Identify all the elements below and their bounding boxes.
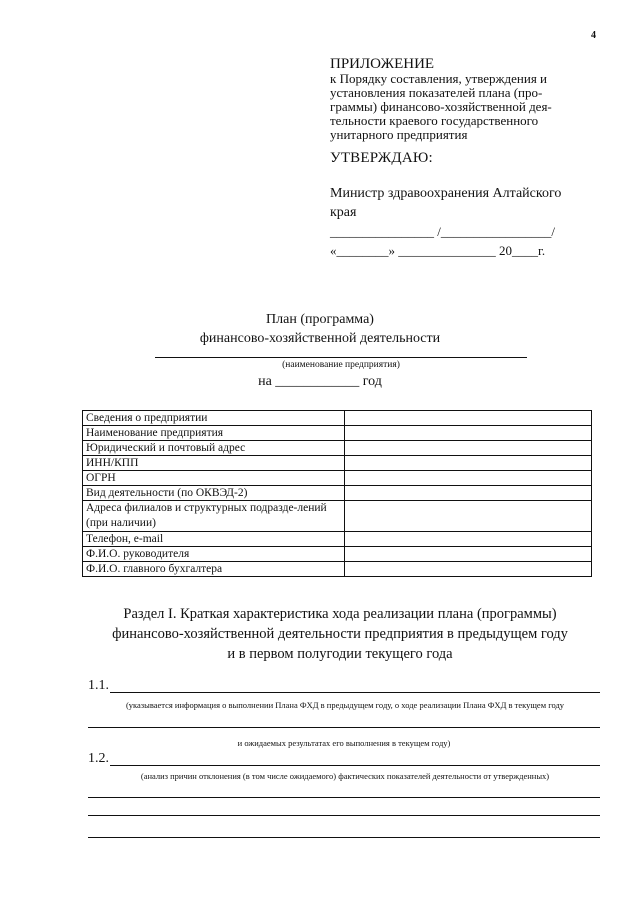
section-heading-line1: Раздел I. Краткая характеристика хода реализации плана (программы) xyxy=(123,606,557,622)
appendix-line: унитарного предприятия xyxy=(330,127,468,142)
row-label: Вид деятельности (по ОКВЭД-2) xyxy=(83,486,345,501)
table-row xyxy=(83,486,592,501)
value-cell xyxy=(345,501,592,532)
table-row xyxy=(83,456,592,471)
value-cell xyxy=(345,562,592,577)
page-number: 4 xyxy=(591,30,596,41)
enterprise-info-table xyxy=(82,410,592,577)
row-label: Ф.И.О. руководителя xyxy=(83,547,345,562)
fill-line xyxy=(88,797,600,798)
row-label: Телефон, e-mail xyxy=(83,532,345,547)
row-label: ОГРН xyxy=(83,471,345,486)
date-line: «________» _______________ 20____г. xyxy=(330,243,546,258)
appendix-line: установления показателей плана (про- xyxy=(330,85,543,100)
appendix-line: к Порядку составления, утверждения и xyxy=(330,71,548,86)
row-label: Ф.И.О. главного бухгалтера xyxy=(83,562,345,577)
approval-heading: УТВЕРЖДАЮ: xyxy=(330,150,433,166)
section-heading-line2: финансово-хозяйственной деятельности предприятия в предыдущем году xyxy=(112,626,568,642)
row-label: ИНН/КПП xyxy=(83,456,345,471)
section-heading-line3: и в первом полугодии текущего года xyxy=(227,646,453,662)
signature-line: ________________ /_________________/ xyxy=(330,224,555,239)
plan-title-line2: финансово-хозяйственной деятельности xyxy=(199,331,441,346)
value-cell xyxy=(345,441,592,456)
minister-title: Министр здравоохранения Алтайского xyxy=(330,186,562,201)
row-label: Адреса филиалов и структурных подразде-лений (при наличии) xyxy=(83,501,345,532)
section-heading xyxy=(40,604,640,664)
table-cell xyxy=(345,411,592,426)
item-1-1-caption-cont: и ожидаемых результатах его выполнения в текущем году) xyxy=(237,738,451,748)
row-label: Юридический и почтовый адрес xyxy=(83,441,345,456)
item-1-1-label: 1.1. xyxy=(88,678,109,693)
value-cell xyxy=(345,532,592,547)
value-cell xyxy=(345,547,592,562)
item-1-1-caption: (указывается информация о выполнении Плана ФХД в предыдущем году, о ходе реализации Плана ФХД в текущем году xyxy=(125,700,565,710)
table-row xyxy=(83,547,592,562)
fill-line xyxy=(88,815,600,816)
item-1-2-label: 1.2. xyxy=(88,751,109,766)
appendix-line: тельности краевого государственного xyxy=(330,113,539,128)
value-cell xyxy=(345,471,592,486)
value-cell xyxy=(345,426,592,441)
table-row xyxy=(83,441,592,456)
table-row xyxy=(83,426,592,441)
fill-line xyxy=(88,727,600,728)
appendix-line: граммы) финансово-хозяйственной дея- xyxy=(330,99,552,114)
year-line: на ____________ год xyxy=(258,374,382,389)
table-row xyxy=(83,532,592,547)
table-row xyxy=(83,411,592,426)
table-row xyxy=(83,471,592,486)
plan-title-line1: План (программа) xyxy=(266,312,374,327)
minister-title-cont: края xyxy=(330,205,357,220)
fill-line xyxy=(88,837,600,838)
appendix-block xyxy=(330,56,610,142)
appendix-heading: ПРИЛОЖЕНИЕ xyxy=(330,56,435,72)
value-cell xyxy=(345,486,592,501)
value-cell xyxy=(345,456,592,471)
table-row xyxy=(83,501,592,532)
enterprise-caption: (наименование предприятия) xyxy=(282,360,400,370)
minister-block xyxy=(330,184,600,260)
fill-line xyxy=(110,765,600,766)
enterprise-name-line xyxy=(155,357,527,358)
fill-line xyxy=(110,692,600,693)
row-label: Наименование предприятия xyxy=(83,426,345,441)
plan-title xyxy=(0,310,640,348)
item-1-2-caption: (анализ причин отклонения (в том числе ожидаемого) фактических показателей деятельности от утвержденных) xyxy=(140,771,550,781)
table-row xyxy=(83,562,592,577)
table-header: Сведения о предприятии xyxy=(83,411,345,426)
